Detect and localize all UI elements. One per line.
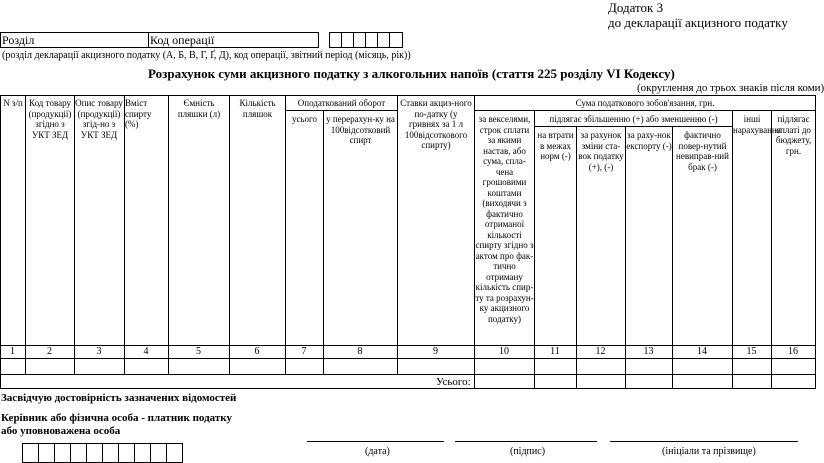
initials-label: (ініціали та прізвище): [662, 446, 756, 457]
col-number: 10: [499, 346, 509, 357]
col-header-spirit-content: Вміст спирту (%): [125, 98, 152, 129]
signer-label: Керівник або фізична особа - платник податку або уповноважена особа: [1, 412, 232, 437]
col-header-product-code: Код товару (продукції) згідно з УКТ ЗЕД: [28, 98, 72, 140]
col-number: 4: [143, 346, 149, 357]
col-header-taxed-total: усього: [291, 114, 318, 124]
taxpayer-code-box[interactable]: [166, 443, 183, 463]
col-header-taxed-turnover: Оподаткований оборот: [297, 98, 386, 108]
appendix-number: Додаток 3: [608, 0, 664, 15]
taxpayer-code-box[interactable]: [134, 443, 151, 463]
col-number: 11: [550, 346, 560, 357]
top-row-caption: (розділ декларації акцизного податку (А, Б, В, Г, Ґ, Д), код операції, звітний період (місяць, рік)): [2, 50, 411, 61]
certification-text: Засвідчую достовірність зазначених відомостей: [1, 392, 237, 404]
operation-code-label: Код операції: [150, 33, 215, 47]
date-line[interactable]: [307, 441, 444, 442]
col-number: 9: [433, 346, 438, 357]
col-number: 16: [788, 346, 798, 357]
col-header-payable: підлягає сплаті до бюджету, грн.: [775, 114, 812, 156]
col-number: 12: [595, 346, 606, 357]
col-number: 15: [746, 346, 757, 357]
col-number: 7: [301, 346, 307, 357]
data-row[interactable]: [1, 359, 815, 373]
col-number: 3: [96, 346, 102, 357]
col-number: 14: [697, 346, 707, 357]
signature-label: (підпис): [510, 446, 546, 457]
section-label: Розділ: [2, 33, 35, 47]
taxpayer-code-box[interactable]: [102, 443, 119, 463]
taxpayer-code-box[interactable]: [150, 443, 167, 463]
total-label: Усього:: [436, 376, 471, 388]
rounding-note: (округлення до трьох знаків після коми): [637, 82, 824, 94]
col-header-other-charges: інші нарахування: [733, 114, 781, 135]
col-number: 6: [254, 346, 260, 357]
col-header-description: Опис товару (продукції) згід-но з УКТ ЗЕД: [75, 98, 123, 140]
col-header-number: N з/п: [3, 98, 23, 108]
col-header-bottle-capacity: Ємність пляшки (л): [177, 98, 221, 119]
col-header-export: за раху-нок експорту (-): [626, 130, 672, 151]
col-header-losses: на втрати в межах норм (-): [537, 130, 574, 161]
page-title: Розрахунок суми акцизного податку з алкогольних напоїв (стаття 225 розділу VI Кодексу): [148, 66, 675, 81]
taxpayer-code-box[interactable]: [70, 443, 87, 463]
col-number: 8: [357, 346, 363, 357]
period-box[interactable]: [389, 32, 403, 48]
taxpayer-code-box[interactable]: [118, 443, 135, 463]
appendix-caption: до декларації акцизного податку: [608, 15, 788, 30]
col-header-adjustment: підлягає збільшенню (+) або зменшенню (-): [549, 114, 718, 124]
taxpayer-code-box[interactable]: [38, 443, 55, 463]
col-header-rate-change: за рахунок зміни ста-вок податку (+), (-): [578, 130, 624, 172]
col-header-tax-rates: Ставки акциз-ного по-датку (у гривнях за 1 л 100відсоткового спирту): [400, 98, 472, 150]
taxpayer-code-box[interactable]: [54, 443, 71, 463]
col-header-bills: за векселями, строк сплати за якими настав, або сума, спла-чена грошовими коштами (виходячи з фактично отриманої кількості спирту згідно з актом про фак-тично отриману кількість спир-ту та розрахун-ку акцизного податку): [475, 114, 534, 324]
col-number: 5: [196, 346, 201, 357]
signature-line[interactable]: [455, 441, 597, 442]
col-header-tax-liability: Сума податкового зобов'язання, грн.: [575, 98, 715, 108]
date-label: (дата): [365, 446, 390, 457]
col-number: 13: [643, 346, 654, 357]
col-header-taxed-spirit: у перерахун-ку на 100відсотковий спирт: [326, 114, 395, 145]
col-number: 1: [10, 346, 15, 357]
taxpayer-code-box[interactable]: [22, 443, 39, 463]
col-number: 2: [47, 346, 52, 357]
col-header-bottle-count: Кількість пляшок: [239, 98, 276, 119]
col-header-returned-defect: фактично повер-нутий невиправ-ний брак (-): [676, 130, 729, 172]
taxpayer-code-box[interactable]: [86, 443, 103, 463]
initials-line[interactable]: [610, 441, 798, 442]
